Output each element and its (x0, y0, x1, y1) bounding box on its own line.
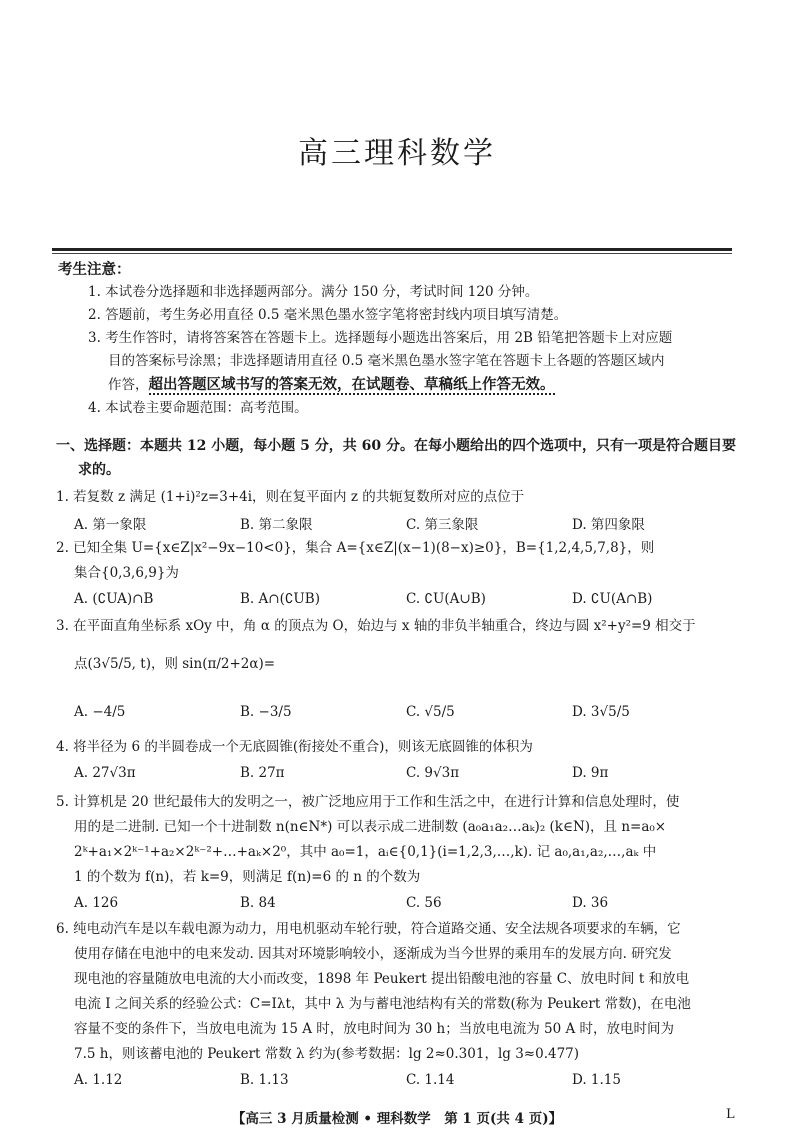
header-rule-thin (52, 253, 732, 254)
question-6-line-4: 电流 I 之间关系的经验公式：C=Iλt，其中 λ 为与蓄电池结构有关的常数(称为 Peukert 常数)，在电池 (74, 996, 691, 1012)
question-1-options (56, 510, 746, 536)
question-6-line-6: 7.5 h，则该蓄电池的 Peukert 常数 λ 约为(参考数据：lg 2≈0.301，lg 3≈0.477) (74, 1046, 580, 1062)
question-5-option-a: A. 126 (74, 895, 119, 911)
question-1-option-b: B. 第二象限 (240, 517, 313, 533)
question-5-line-1: 5. 计算机是 20 世纪最伟大的发明之一，被广泛地应用于工作和生活之中，在进行计算和信息处理时，使 (56, 794, 680, 810)
question-5-line-4: 1 的个数为 f(n)，若 k=9，则满足 f(n)=6 的 n 的个数为 (74, 869, 421, 885)
notice-item-4: 4. 本试卷主要命题范围：高考范围。 (88, 400, 308, 416)
question-1-line: 1. 若复数 z 满足 (1+i)²z=3+4i，则在复平面内 z 的共轭复数所对应的点位于 (56, 489, 525, 505)
question-5-options (56, 890, 746, 916)
question-4-options (56, 760, 746, 786)
question-4-option-c: C. 9√3π (406, 765, 460, 781)
question-5-line-2: 用的是二进制. 已知一个十进制数 n(n∈N*) 可以表示成二进制数 (a₀a₁a₂…aₖ)₂ (k∈N)，且 n=a₀× (74, 819, 667, 835)
question-2 (56, 536, 746, 612)
question-6-option-d: D. 1.15 (572, 1072, 621, 1088)
question-2-line-cont: 集合{0,3,6,9}为 (74, 565, 179, 581)
question-4-option-b: B. 27π (240, 765, 285, 781)
question-6-option-c: C. 1.14 (406, 1072, 455, 1088)
section-heading-line2: 求的。 (78, 462, 120, 478)
section-heading-line1: 一、选择题：本题共 12 小题，每小题 5 分，共 60 分。在每小题给出的四个选项中，只有一项是符合题目要 (56, 438, 736, 454)
notice-block (58, 258, 738, 420)
question-4 (56, 735, 746, 786)
question-6-options (56, 1067, 746, 1093)
notice-item-3-prefix: 作答， (108, 377, 149, 393)
notice-item-3-cont: 目的答案标号涂黑；非选择题请用直径 0.5 毫米黑色墨水签字笔在答题卡上各题的答题区域内 (108, 353, 665, 369)
page-title: 高三理科数学 (298, 136, 496, 171)
question-5-option-d: D. 36 (572, 895, 609, 911)
question-3-line-cont: 点(3√5/5, t)，则 sin(π/2+2α)= (74, 656, 276, 672)
question-6-line-2: 使用存储在电池中的电来发动. 因其对环境影响较小，逐渐成为当今世界的乘用车的发展方向. 研究发 (74, 946, 672, 962)
question-4-option-a: A. 27√3π (74, 765, 136, 781)
corner-mark: L (726, 1107, 735, 1122)
question-5 (56, 790, 746, 916)
question-3 (56, 614, 746, 735)
question-6 (56, 917, 746, 1093)
question-2-option-a: A. (∁UA)∩B (74, 591, 154, 607)
question-3-option-d: D. 3√5/5 (572, 704, 630, 720)
question-4-line: 4. 将半径为 6 的半圆卷成一个无底圆锥(衔接处不重合)，则该无底圆锥的体积为 (56, 739, 533, 755)
question-3-option-c: C. √5/5 (406, 704, 455, 720)
question-6-line-1: 6. 纯电动汽车是以车载电源为动力，用电机驱动车轮行驶，符合道路交通、安全法规各项要求的车辆，它 (56, 921, 681, 937)
question-3-line: 3. 在平面直角坐标系 xOy 中，角 α 的顶点为 O，始边与 x 轴的非负半轴重合，终边与圆 x²+y²=9 相交于 (56, 618, 696, 634)
question-1 (56, 485, 746, 536)
question-6-option-b: B. 1.13 (240, 1072, 289, 1088)
notice-heading: 考生注意： (58, 261, 131, 278)
question-2-option-b: B. A∩(∁UB) (240, 591, 320, 607)
question-5-line-3: 2ᵏ+a₁×2ᵏ⁻¹+a₂×2ᵏ⁻²+…+aₖ×2⁰，其中 a₀=1，aᵢ∈{0,1}(i=1,2,3,…,k). 记 a₀,a₁,a₂,…,aₖ 中 (74, 844, 657, 860)
header-rule-thick (52, 248, 732, 251)
question-3-options (56, 689, 746, 735)
notice-item-3-end (58, 373, 738, 397)
question-1-option-c: C. 第三象限 (406, 517, 479, 533)
question-1-option-d: D. 第四象限 (572, 517, 645, 533)
notice-item-3: 3. 考生作答时，请将答案答在答题卡上。选择题每小题选出答案后，用 2B 铅笔把答题卡上对应题 (88, 330, 673, 346)
notice-item-1: 1. 本试卷分选择题和非选择题两部分。满分 150 分，考试时间 120 分钟。 (88, 284, 539, 300)
question-2-line: 2. 已知全集 U={x∈Z|x²−9x−10<0}，集合 A={x∈Z|(x−1)(8−x)≥0}，B={1,2,4,5,7,8}，则 (56, 540, 655, 556)
question-5-option-b: B. 84 (240, 895, 276, 911)
question-6-line-5: 容量不变的条件下，当放电电流为 15 A 时，放电时间为 30 h；当放电电流为 50 A 时，放电时间为 (74, 1021, 675, 1037)
question-6-line-3: 现电池的容量随放电电流的大小而改变，1898 年 Peukert 提出铅酸电池的容量 C、放电时间 t 和放电 (74, 971, 690, 987)
section-heading (56, 434, 746, 482)
notice-item-2: 2. 答题前，考生务必用直径 0.5 毫米黑色墨水签字笔将密封线内项目填写清楚。 (88, 307, 568, 323)
question-2-option-c: C. ∁U(A∪B) (406, 591, 486, 607)
question-2-options (56, 586, 746, 612)
notice-emphasis: 超出答题区域书写的答案无效，在试题卷、草稿纸上作答无效。 (148, 376, 555, 393)
question-2-option-d: D. ∁U(A∩B) (572, 591, 653, 607)
question-3-option-a: A. −4/5 (74, 704, 126, 720)
page-footer: 【高三 3 月质量检测 • 理科数学 第 1 页(共 4 页)】 (231, 1111, 563, 1127)
question-4-option-d: D. 9π (572, 765, 609, 781)
question-5-option-c: C. 56 (406, 895, 442, 911)
question-1-option-a: A. 第一象限 (74, 517, 147, 533)
question-3-option-b: B. −3/5 (240, 704, 292, 720)
question-6-option-a: A. 1.12 (74, 1072, 123, 1088)
